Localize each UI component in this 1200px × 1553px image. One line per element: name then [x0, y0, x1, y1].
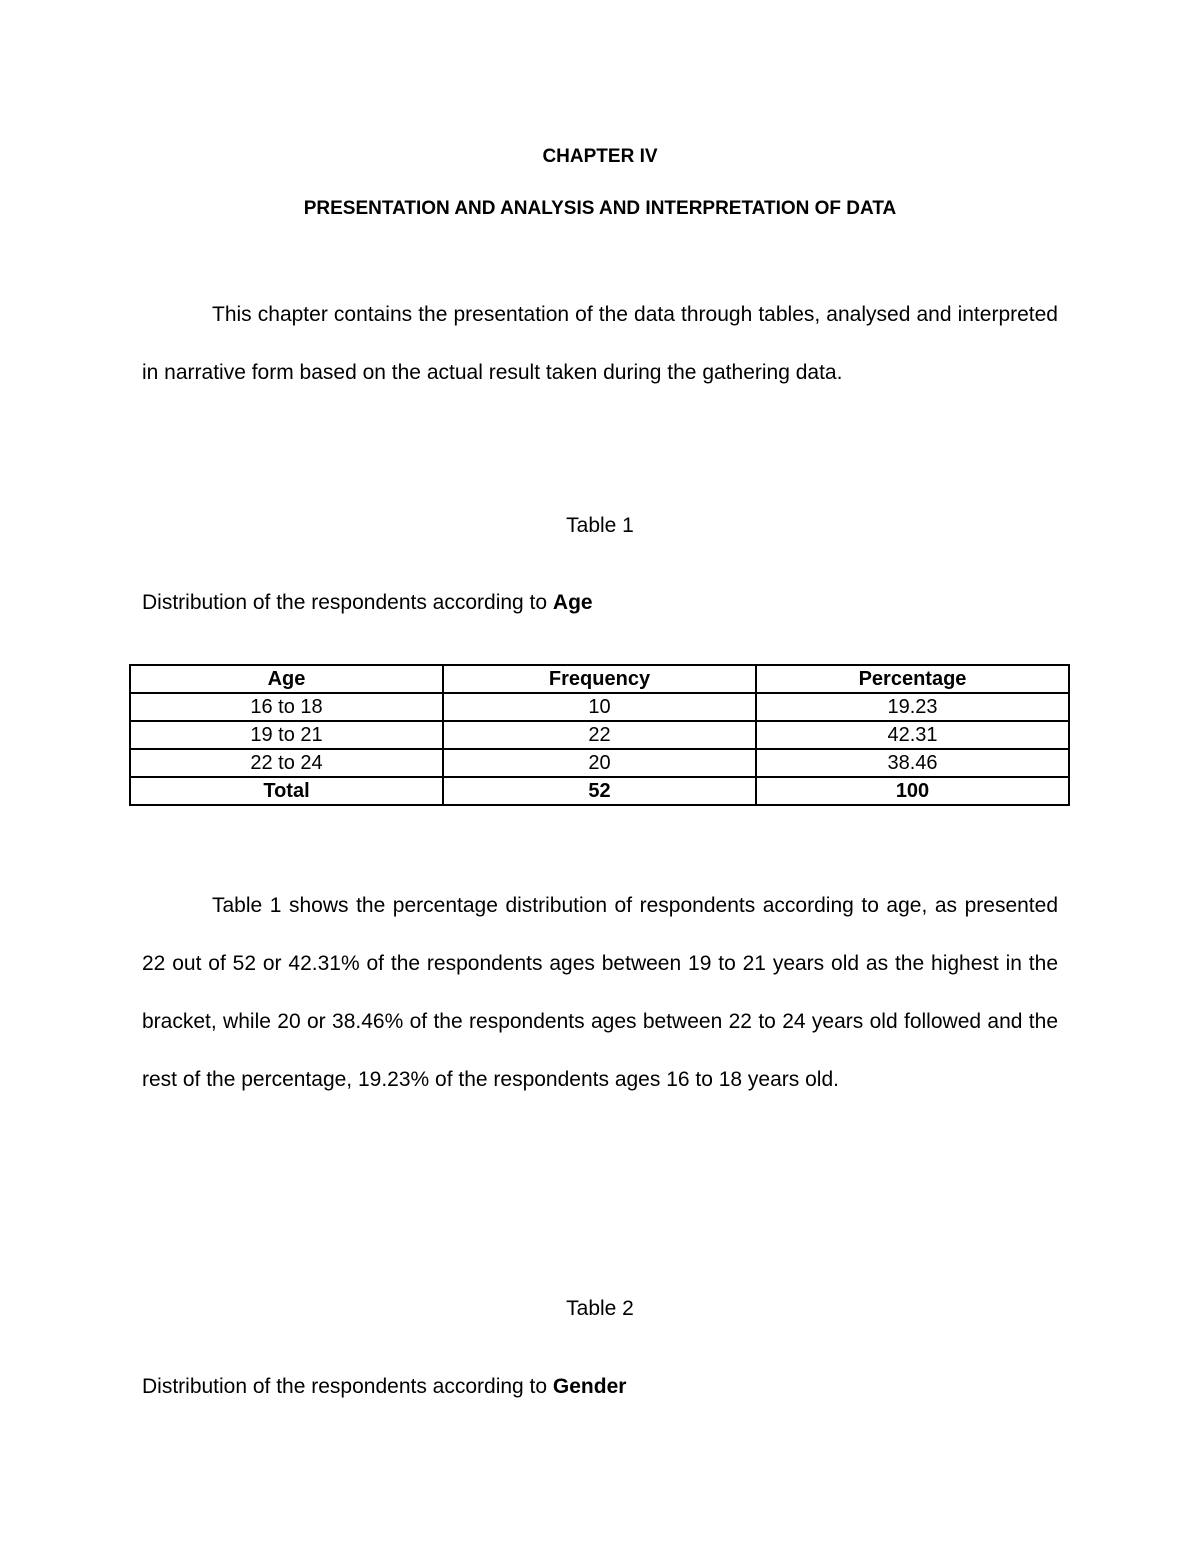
table1-caption [142, 591, 593, 615]
table-total-row [130, 777, 1069, 805]
cell-frequency: 10 [443, 693, 756, 721]
chapter-heading: CHAPTER IV [542, 146, 658, 167]
table2-caption [142, 1375, 626, 1399]
cell-age: 19 to 21 [130, 721, 443, 749]
age-distribution-table [129, 664, 1070, 806]
total-frequency: 52 [443, 777, 756, 805]
column-header-frequency: Frequency [443, 665, 756, 693]
total-percentage: 100 [756, 777, 1069, 805]
total-label: Total [130, 777, 443, 805]
table-row [130, 693, 1069, 721]
cell-age: 16 to 18 [130, 693, 443, 721]
cell-age: 22 to 24 [130, 749, 443, 777]
column-header-percentage: Percentage [756, 665, 1069, 693]
table-row [130, 749, 1069, 777]
chapter-title: PRESENTATION AND ANALYSIS AND INTERPRETATION OF DATA [303, 198, 897, 219]
table1-label: Table 1 [566, 514, 634, 537]
table2-caption-emphasis: Gender [552, 1375, 627, 1398]
cell-percentage: 38.46 [756, 749, 1069, 777]
cell-percentage: 42.31 [756, 721, 1069, 749]
cell-frequency: 22 [443, 721, 756, 749]
intro-paragraph: This chapter contains the presentation of the data through tables, analysed and interpreted in narrative form based on the actual result taken during the gathering data. [142, 303, 1058, 384]
table1-analysis-paragraph: Table 1 shows the percentage distribution of respondents according to age, as presented 22 out of 52 or 42.31% of the respondents ages between 19 to 21 years old as the highest in the bracket, while 20 or 38.46% of the respondents ages between 22 to 24 years old followed and the rest of the percentage, 19.23% of the respondents ages 16 to 18 years old. [142, 894, 1058, 1091]
table2-label: Table 2 [566, 1297, 634, 1320]
table2-caption-text: Distribution of the respondents according to [142, 1375, 553, 1398]
table-header-row [130, 665, 1069, 693]
column-header-age: Age [130, 665, 443, 693]
table-row [130, 721, 1069, 749]
cell-percentage: 19.23 [756, 693, 1069, 721]
cell-frequency: 20 [443, 749, 756, 777]
table1-caption-text: Distribution of the respondents according to [142, 591, 553, 614]
table1-caption-emphasis: Age [552, 591, 593, 614]
